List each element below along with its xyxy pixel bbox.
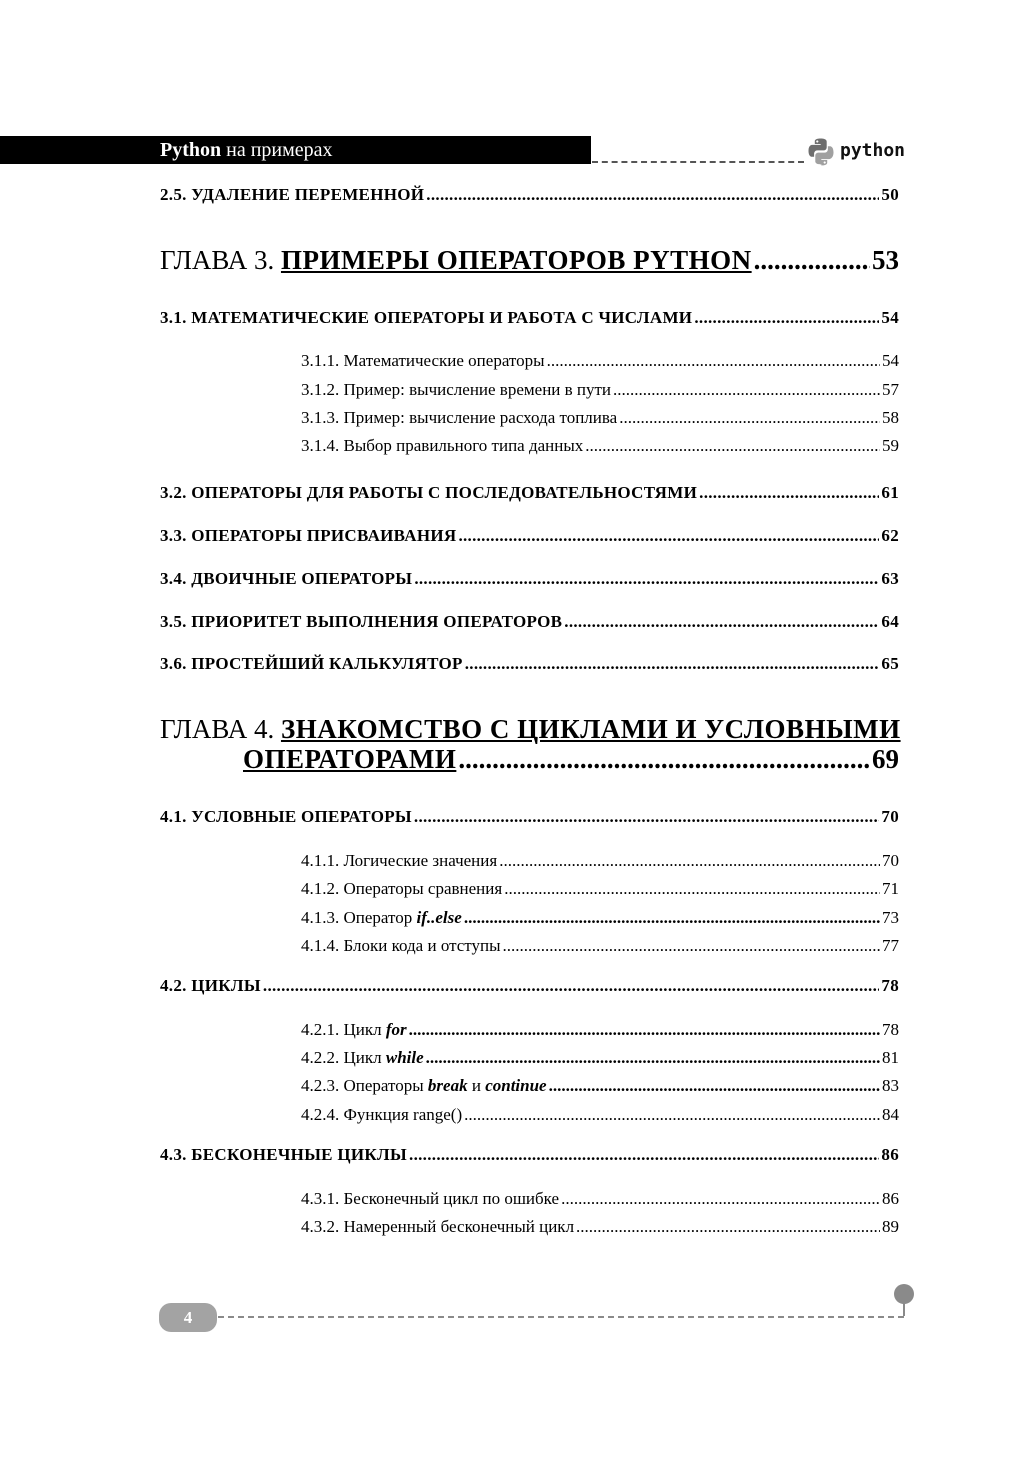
toc-chapter-4-line1: ГЛАВА 4. ЗНАКОМСТВО С ЦИКЛАМИ И УСЛОВНЫМИ: [160, 714, 901, 744]
toc-entry-4-2: 4.2. ЦИКЛЫ ..... 78: [160, 976, 899, 996]
toc-entry-4-1-2: 4.1.2. Операторы сравнения ..... 71: [160, 879, 899, 899]
header-dashed-rule: [592, 161, 804, 163]
page-number-badge: 4: [159, 1303, 217, 1332]
toc-entry-3-4: 3.4. ДВОИЧНЫЕ ОПЕРАТОРЫ ..... 63: [160, 569, 899, 589]
toc-entry-3-1-1: 3.1.1. Математические операторы ..... 54: [160, 351, 899, 371]
running-header-title: [160, 138, 333, 162]
python-logo-icon: [806, 137, 836, 167]
toc-entry-3-1: 3.1. МАТЕМАТИЧЕСКИЕ ОПЕРАТОРЫ И РАБОТА С ЧИСЛАМИ ..... 54: [160, 308, 899, 328]
header-title-rest: на примерах: [221, 139, 333, 161]
footer-pin-icon: [894, 1284, 914, 1304]
toc-entry-4-3-2: 4.3.2. Намеренный бесконечный цикл ..... 89: [160, 1217, 899, 1237]
toc-entry-4-3: 4.3. БЕСКОНЕЧНЫЕ ЦИКЛЫ ..... 86: [160, 1145, 899, 1165]
toc-entry-2-5: 2.5. УДАЛЕНИЕ ПЕРЕМЕННОЙ ..... 50: [160, 185, 899, 205]
toc-entry-4-2-1: 4.2.1. Цикл for ..... 78: [160, 1020, 899, 1040]
toc-entry-3-1-4: 3.1.4. Выбор правильного типа данных ..... 59: [160, 436, 899, 456]
toc-entry-3-1-3: 3.1.3. Пример: вычисление расхода топлива ..... 58: [160, 408, 899, 428]
toc-entry-3-2: 3.2. ОПЕРАТОРЫ ДЛЯ РАБОТЫ С ПОСЛЕДОВАТЕЛЬНОСТЯМИ ..... 61: [160, 483, 899, 503]
toc-entry-4-1-4: 4.1.4. Блоки кода и отступы ..... 77: [160, 936, 899, 956]
toc-entry-4-2-4: 4.2.4. Функция range() ..... 84: [160, 1105, 899, 1125]
toc-chapter-3: ГЛАВА 3. ПРИМЕРЫ ОПЕРАТОРОВ PYTHON ..... 53: [160, 245, 899, 276]
toc-entry-4-2-2: 4.2.2. Цикл while ..... 81: [160, 1048, 899, 1068]
toc-entry-4-1-3: 4.1.3. Оператор if..else ..... 73: [160, 908, 899, 928]
python-logo-word: python: [840, 140, 906, 161]
toc-entry-4-1-1: 4.1.1. Логические значения ..... 70: [160, 851, 899, 871]
toc-entry-4-2-3: 4.2.3. Операторы break и continue ..... 83: [160, 1076, 899, 1096]
footer-dashed-rule: [218, 1316, 904, 1318]
toc-chapter-4-line2: ОПЕРАТОРАМИ ..... 69: [160, 744, 899, 775]
toc-entry-3-1-2: 3.1.2. Пример: вычисление времени в пути ..... 57: [160, 380, 899, 400]
toc-entry-4-1: 4.1. УСЛОВНЫЕ ОПЕРАТОРЫ ..... 70: [160, 807, 899, 827]
header-title-bold: Python: [160, 139, 222, 161]
toc-entry-4-3-1: 4.3.1. Бесконечный цикл по ошибке ..... 86: [160, 1189, 899, 1209]
toc-entry-3-6: 3.6. ПРОСТЕЙШИЙ КАЛЬКУЛЯТОР ..... 65: [160, 654, 899, 674]
toc-entry-3-5: 3.5. ПРИОРИТЕТ ВЫПОЛНЕНИЯ ОПЕРАТОРОВ ..... 64: [160, 612, 899, 632]
toc-entry-3-3: 3.3. ОПЕРАТОРЫ ПРИСВАИВАНИЯ ..... 62: [160, 526, 899, 546]
